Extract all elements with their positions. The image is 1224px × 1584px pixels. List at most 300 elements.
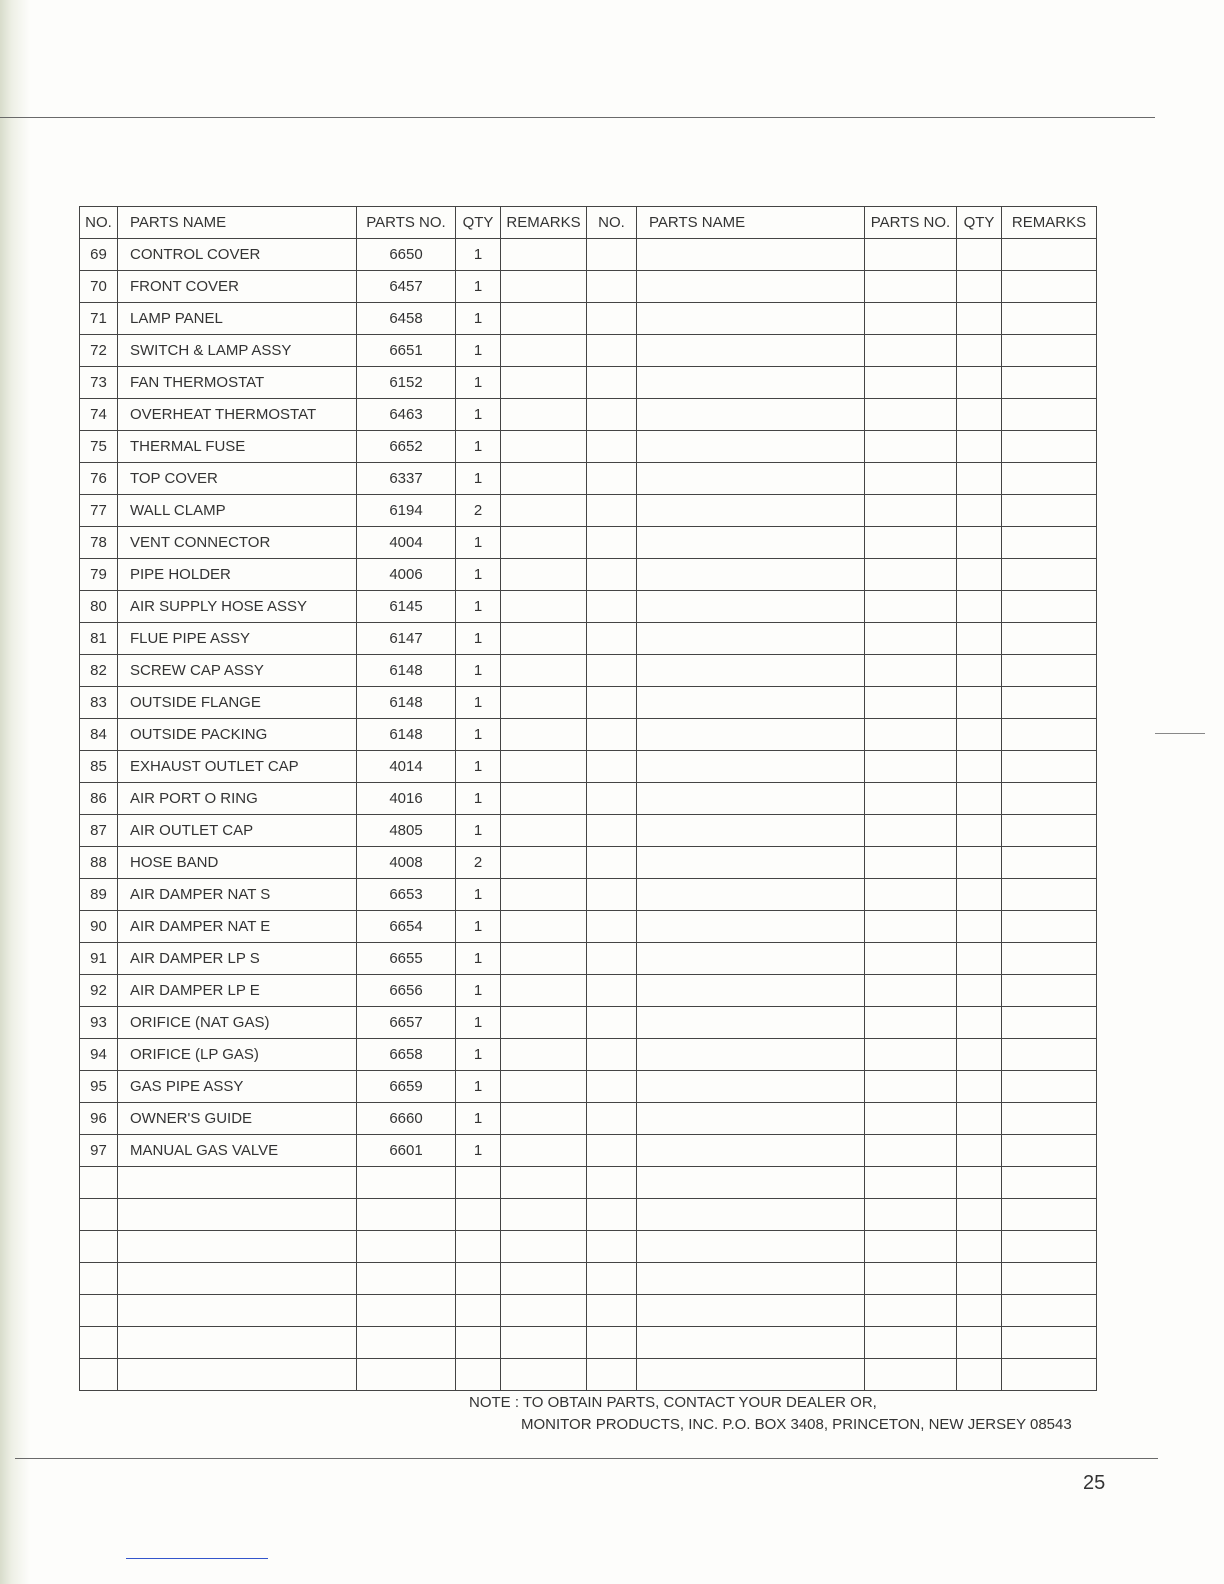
remarks-cell: [501, 303, 587, 335]
part-code-cell: 6148: [357, 655, 456, 687]
part-code-cell: 6457: [357, 271, 456, 303]
empty-cell: [865, 527, 957, 559]
empty-cell: [637, 527, 865, 559]
empty-cell: [637, 1199, 865, 1231]
empty-cell: [637, 239, 865, 271]
empty-cell: [1002, 975, 1097, 1007]
part-name-cell: HOSE BAND: [118, 847, 357, 879]
empty-cell: [1002, 271, 1097, 303]
part-name-cell: CONTROL COVER: [118, 239, 357, 271]
empty-cell: [637, 847, 865, 879]
empty-cell: [637, 431, 865, 463]
empty-cell: [957, 271, 1002, 303]
empty-cell: [118, 1199, 357, 1231]
empty-cell: [865, 1103, 957, 1135]
table-row: [80, 975, 1097, 1007]
part-number-cell: 81: [80, 623, 118, 655]
table-row: [80, 463, 1097, 495]
part-code-cell: 6656: [357, 975, 456, 1007]
empty-cell: [1002, 399, 1097, 431]
empty-cell: [957, 1295, 1002, 1327]
table-row: [80, 1071, 1097, 1103]
empty-cell: [1002, 1167, 1097, 1199]
empty-cell: [957, 591, 1002, 623]
empty-cell: [957, 1167, 1002, 1199]
empty-cell: [957, 1359, 1002, 1391]
remarks-cell: [501, 431, 587, 463]
part-name-cell: GAS PIPE ASSY: [118, 1071, 357, 1103]
part-code-cell: 6660: [357, 1103, 456, 1135]
empty-cell: [80, 1167, 118, 1199]
part-number-cell: 72: [80, 335, 118, 367]
part-number-cell: 93: [80, 1007, 118, 1039]
empty-cell: [456, 1231, 501, 1263]
part-number-cell: 84: [80, 719, 118, 751]
empty-cell: [357, 1167, 456, 1199]
empty-cell: [587, 591, 637, 623]
part-number-cell: 83: [80, 687, 118, 719]
empty-cell: [1002, 783, 1097, 815]
empty-table-row: [80, 1231, 1097, 1263]
empty-cell: [637, 399, 865, 431]
empty-cell: [357, 1359, 456, 1391]
empty-cell: [1002, 1263, 1097, 1295]
empty-cell: [637, 1359, 865, 1391]
part-code-cell: 4004: [357, 527, 456, 559]
empty-cell: [1002, 847, 1097, 879]
empty-cell: [1002, 1231, 1097, 1263]
empty-cell: [637, 879, 865, 911]
empty-cell: [637, 1071, 865, 1103]
table-row: [80, 303, 1097, 335]
part-name-cell: SCREW CAP ASSY: [118, 655, 357, 687]
empty-cell: [957, 815, 1002, 847]
empty-cell: [1002, 1071, 1097, 1103]
empty-cell: [865, 911, 957, 943]
empty-cell: [957, 943, 1002, 975]
empty-cell: [637, 1007, 865, 1039]
empty-cell: [1002, 1359, 1097, 1391]
empty-cell: [1002, 911, 1097, 943]
part-number-cell: 89: [80, 879, 118, 911]
quantity-cell: 1: [456, 1039, 501, 1071]
empty-cell: [1002, 815, 1097, 847]
part-name-cell: FRONT COVER: [118, 271, 357, 303]
header-parts-name-right: PARTS NAME: [637, 207, 865, 239]
empty-cell: [587, 1039, 637, 1071]
part-number-cell: 71: [80, 303, 118, 335]
remarks-cell: [501, 623, 587, 655]
empty-cell: [357, 1199, 456, 1231]
empty-cell: [865, 1263, 957, 1295]
empty-cell: [587, 847, 637, 879]
empty-cell: [118, 1295, 357, 1327]
table-row: [80, 399, 1097, 431]
table-row: [80, 783, 1097, 815]
empty-cell: [118, 1231, 357, 1263]
empty-cell: [1002, 1007, 1097, 1039]
part-code-cell: 6458: [357, 303, 456, 335]
part-number-cell: 76: [80, 463, 118, 495]
empty-cell: [587, 975, 637, 1007]
empty-cell: [865, 1007, 957, 1039]
empty-cell: [865, 975, 957, 1007]
note-line-1: NOTE : TO OBTAIN PARTS, CONTACT YOUR DEALER OR,: [469, 1394, 877, 1411]
empty-cell: [865, 303, 957, 335]
quantity-cell: 1: [456, 1007, 501, 1039]
empty-cell: [637, 1167, 865, 1199]
empty-cell: [587, 1263, 637, 1295]
empty-cell: [865, 1039, 957, 1071]
empty-cell: [1002, 431, 1097, 463]
parts-table: [79, 206, 1097, 1391]
empty-cell: [1002, 1135, 1097, 1167]
empty-cell: [957, 1071, 1002, 1103]
quantity-cell: 2: [456, 495, 501, 527]
table-row: [80, 335, 1097, 367]
remarks-cell: [501, 783, 587, 815]
quantity-cell: 1: [456, 879, 501, 911]
remarks-cell: [501, 1071, 587, 1103]
empty-cell: [587, 1167, 637, 1199]
empty-table-row: [80, 1295, 1097, 1327]
part-code-cell: 4016: [357, 783, 456, 815]
empty-cell: [957, 783, 1002, 815]
empty-cell: [1002, 943, 1097, 975]
empty-cell: [865, 687, 957, 719]
header-parts-name: PARTS NAME: [118, 207, 357, 239]
part-code-cell: 4006: [357, 559, 456, 591]
empty-cell: [637, 815, 865, 847]
empty-cell: [357, 1231, 456, 1263]
empty-table-row: [80, 1263, 1097, 1295]
quantity-cell: 1: [456, 943, 501, 975]
empty-cell: [1002, 879, 1097, 911]
table-row: [80, 1135, 1097, 1167]
empty-cell: [637, 591, 865, 623]
empty-cell: [587, 1199, 637, 1231]
table-row: [80, 239, 1097, 271]
remarks-cell: [501, 239, 587, 271]
remarks-cell: [501, 751, 587, 783]
empty-cell: [637, 367, 865, 399]
ordering-note: [469, 1392, 1109, 1436]
bottom-rule: [15, 1458, 1158, 1459]
empty-cell: [587, 239, 637, 271]
empty-cell: [957, 431, 1002, 463]
top-rule: [0, 117, 1155, 118]
empty-cell: [587, 271, 637, 303]
empty-cell: [587, 879, 637, 911]
empty-cell: [118, 1327, 357, 1359]
empty-cell: [865, 623, 957, 655]
quantity-cell: 1: [456, 463, 501, 495]
empty-cell: [587, 655, 637, 687]
empty-cell: [957, 399, 1002, 431]
part-name-cell: PIPE HOLDER: [118, 559, 357, 591]
part-name-cell: THERMAL FUSE: [118, 431, 357, 463]
table-row: [80, 751, 1097, 783]
empty-cell: [637, 655, 865, 687]
empty-cell: [957, 975, 1002, 1007]
table-row: [80, 431, 1097, 463]
note-line-2: MONITOR PRODUCTS, INC. P.O. BOX 3408, PRINCETON, NEW JERSEY 08543: [521, 1416, 1072, 1433]
empty-cell: [957, 239, 1002, 271]
part-code-cell: 6650: [357, 239, 456, 271]
part-code-cell: 6152: [357, 367, 456, 399]
empty-cell: [587, 335, 637, 367]
empty-cell: [957, 847, 1002, 879]
part-number-cell: 87: [80, 815, 118, 847]
part-code-cell: 6651: [357, 335, 456, 367]
remarks-cell: [501, 591, 587, 623]
part-name-cell: AIR DAMPER NAT S: [118, 879, 357, 911]
remarks-cell: [501, 399, 587, 431]
empty-cell: [957, 1039, 1002, 1071]
empty-cell: [587, 463, 637, 495]
empty-cell: [637, 1135, 865, 1167]
quantity-cell: 1: [456, 431, 501, 463]
part-code-cell: 6653: [357, 879, 456, 911]
part-name-cell: OUTSIDE FLANGE: [118, 687, 357, 719]
empty-cell: [637, 1263, 865, 1295]
empty-cell: [1002, 527, 1097, 559]
part-code-cell: 6658: [357, 1039, 456, 1071]
part-code-cell: 4805: [357, 815, 456, 847]
empty-cell: [957, 879, 1002, 911]
part-number-cell: 86: [80, 783, 118, 815]
empty-cell: [587, 1359, 637, 1391]
empty-cell: [957, 1199, 1002, 1231]
empty-cell: [957, 1103, 1002, 1135]
table-row: [80, 1039, 1097, 1071]
part-code-cell: 4014: [357, 751, 456, 783]
empty-cell: [501, 1295, 587, 1327]
table-row: [80, 623, 1097, 655]
header-remarks-right: REMARKS: [1002, 207, 1097, 239]
empty-cell: [865, 399, 957, 431]
quantity-cell: 1: [456, 303, 501, 335]
table-row: [80, 847, 1097, 879]
empty-cell: [865, 1327, 957, 1359]
part-code-cell: 6463: [357, 399, 456, 431]
remarks-cell: [501, 815, 587, 847]
empty-cell: [957, 1263, 1002, 1295]
empty-cell: [865, 1199, 957, 1231]
quantity-cell: 1: [456, 623, 501, 655]
part-number-cell: 97: [80, 1135, 118, 1167]
empty-cell: [865, 719, 957, 751]
part-name-cell: AIR OUTLET CAP: [118, 815, 357, 847]
empty-cell: [456, 1199, 501, 1231]
empty-cell: [957, 1007, 1002, 1039]
empty-cell: [957, 303, 1002, 335]
part-name-cell: ORIFICE (NAT GAS): [118, 1007, 357, 1039]
part-number-cell: 69: [80, 239, 118, 271]
part-name-cell: LAMP PANEL: [118, 303, 357, 335]
empty-cell: [637, 1327, 865, 1359]
empty-cell: [1002, 1103, 1097, 1135]
empty-cell: [80, 1199, 118, 1231]
margin-mark: [1155, 733, 1205, 734]
quantity-cell: 1: [456, 911, 501, 943]
empty-cell: [957, 751, 1002, 783]
part-number-cell: 73: [80, 367, 118, 399]
empty-cell: [865, 1135, 957, 1167]
quantity-cell: 1: [456, 751, 501, 783]
part-name-cell: AIR SUPPLY HOSE ASSY: [118, 591, 357, 623]
empty-cell: [118, 1263, 357, 1295]
table-row: [80, 367, 1097, 399]
part-name-cell: AIR DAMPER LP S: [118, 943, 357, 975]
empty-cell: [1002, 687, 1097, 719]
part-number-cell: 82: [80, 655, 118, 687]
empty-cell: [1002, 335, 1097, 367]
empty-cell: [456, 1263, 501, 1295]
empty-cell: [357, 1263, 456, 1295]
table-row: [80, 687, 1097, 719]
empty-cell: [957, 559, 1002, 591]
empty-cell: [1002, 1199, 1097, 1231]
empty-cell: [357, 1327, 456, 1359]
empty-cell: [587, 943, 637, 975]
empty-cell: [865, 271, 957, 303]
empty-cell: [587, 783, 637, 815]
remarks-cell: [501, 271, 587, 303]
quantity-cell: 1: [456, 719, 501, 751]
quantity-cell: 1: [456, 1135, 501, 1167]
remarks-cell: [501, 1039, 587, 1071]
empty-cell: [1002, 1039, 1097, 1071]
empty-cell: [957, 1327, 1002, 1359]
part-name-cell: AIR DAMPER NAT E: [118, 911, 357, 943]
part-code-cell: 6145: [357, 591, 456, 623]
part-name-cell: AIR PORT O RING: [118, 783, 357, 815]
part-code-cell: 6652: [357, 431, 456, 463]
empty-cell: [637, 1103, 865, 1135]
empty-cell: [587, 719, 637, 751]
table-row: [80, 815, 1097, 847]
page-number: 25: [1083, 1472, 1106, 1494]
quantity-cell: 1: [456, 399, 501, 431]
part-name-cell: EXHAUST OUTLET CAP: [118, 751, 357, 783]
part-name-cell: VENT CONNECTOR: [118, 527, 357, 559]
part-number-cell: 96: [80, 1103, 118, 1135]
part-number-cell: 77: [80, 495, 118, 527]
part-number-cell: 75: [80, 431, 118, 463]
empty-cell: [637, 911, 865, 943]
empty-cell: [587, 687, 637, 719]
part-code-cell: 6655: [357, 943, 456, 975]
empty-cell: [501, 1199, 587, 1231]
table-row: [80, 911, 1097, 943]
empty-cell: [865, 655, 957, 687]
binding-shadow: [0, 0, 30, 1584]
empty-cell: [1002, 495, 1097, 527]
empty-cell: [957, 463, 1002, 495]
empty-cell: [637, 751, 865, 783]
empty-cell: [587, 1231, 637, 1263]
empty-cell: [637, 943, 865, 975]
part-name-cell: FLUE PIPE ASSY: [118, 623, 357, 655]
part-code-cell: 6194: [357, 495, 456, 527]
empty-cell: [587, 527, 637, 559]
empty-cell: [637, 783, 865, 815]
header-no-right: NO.: [587, 207, 637, 239]
remarks-cell: [501, 1007, 587, 1039]
empty-cell: [865, 495, 957, 527]
empty-cell: [1002, 591, 1097, 623]
empty-cell: [587, 367, 637, 399]
table-row: [80, 271, 1097, 303]
quantity-cell: 1: [456, 815, 501, 847]
part-code-cell: 6659: [357, 1071, 456, 1103]
part-code-cell: 6654: [357, 911, 456, 943]
empty-cell: [865, 431, 957, 463]
empty-cell: [957, 719, 1002, 751]
header-parts-no-right: PARTS NO.: [865, 207, 957, 239]
empty-cell: [80, 1263, 118, 1295]
empty-cell: [357, 1295, 456, 1327]
quantity-cell: 1: [456, 783, 501, 815]
part-code-cell: 6148: [357, 687, 456, 719]
empty-cell: [501, 1231, 587, 1263]
empty-cell: [637, 623, 865, 655]
empty-cell: [865, 751, 957, 783]
table-row: [80, 719, 1097, 751]
quantity-cell: 1: [456, 1071, 501, 1103]
empty-cell: [637, 687, 865, 719]
remarks-cell: [501, 495, 587, 527]
empty-cell: [637, 1231, 865, 1263]
quantity-cell: 1: [456, 591, 501, 623]
empty-cell: [501, 1327, 587, 1359]
remarks-cell: [501, 943, 587, 975]
empty-cell: [587, 1007, 637, 1039]
remarks-cell: [501, 463, 587, 495]
empty-cell: [865, 1359, 957, 1391]
empty-cell: [957, 335, 1002, 367]
empty-cell: [1002, 1327, 1097, 1359]
empty-cell: [1002, 719, 1097, 751]
empty-cell: [587, 751, 637, 783]
remarks-cell: [501, 1135, 587, 1167]
part-number-cell: 79: [80, 559, 118, 591]
table-row: [80, 943, 1097, 975]
empty-cell: [865, 783, 957, 815]
empty-cell: [637, 719, 865, 751]
part-name-cell: OUTSIDE PACKING: [118, 719, 357, 751]
quantity-cell: 2: [456, 847, 501, 879]
empty-cell: [587, 1103, 637, 1135]
empty-cell: [456, 1295, 501, 1327]
blue-mark: [126, 1558, 268, 1559]
empty-cell: [80, 1359, 118, 1391]
quantity-cell: 1: [456, 687, 501, 719]
part-number-cell: 94: [80, 1039, 118, 1071]
empty-cell: [456, 1359, 501, 1391]
empty-cell: [865, 463, 957, 495]
empty-cell: [587, 1135, 637, 1167]
table-row: [80, 879, 1097, 911]
quantity-cell: 1: [456, 335, 501, 367]
empty-cell: [957, 655, 1002, 687]
empty-cell: [587, 623, 637, 655]
empty-cell: [587, 815, 637, 847]
part-name-cell: TOP COVER: [118, 463, 357, 495]
header-qty: QTY: [456, 207, 501, 239]
remarks-cell: [501, 367, 587, 399]
